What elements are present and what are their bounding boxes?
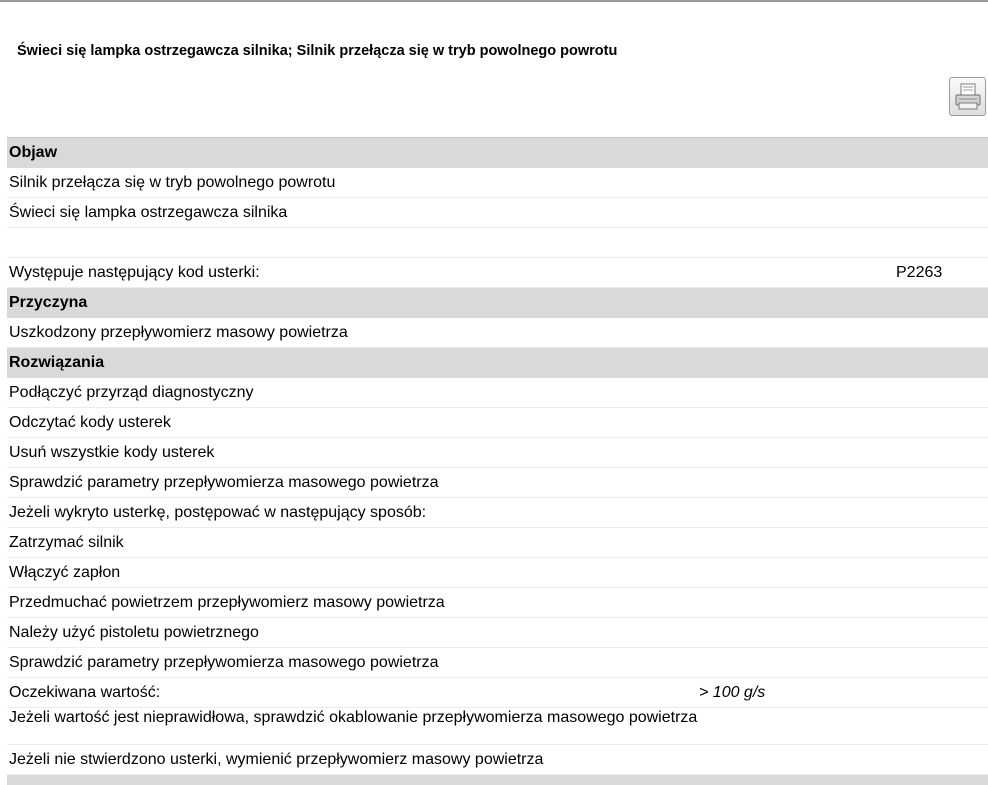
table-row (7, 618, 988, 648)
row-text: Jeżeli wartość jest nieprawidłowa, sprawdzić okablowanie przepływomierza masowego powietrza (9, 709, 698, 726)
row-text: Jeżeli nie stwierdzono usterki, wymienić przepływomierz masowy powietrza (9, 751, 544, 768)
table-row-wrapped (7, 708, 988, 745)
row-text: Uszkodzony przepływomierz masowy powietrza (9, 324, 348, 341)
table-row (7, 648, 988, 678)
expected-value-row (7, 678, 988, 708)
next-section-header (7, 775, 988, 785)
fault-code-label: Występuje następujący kod usterki: (9, 264, 260, 281)
row-text: Sprawdzić parametry przepływomierza masowego powietrza (9, 474, 439, 491)
table-row-empty (7, 228, 988, 258)
table-row (7, 745, 988, 775)
table-row (7, 558, 988, 588)
row-text: Podłączyć przyrząd diagnostyczny (9, 384, 254, 401)
table-row (7, 408, 988, 438)
section-header-cause (7, 288, 988, 318)
section-header-solutions (7, 348, 988, 378)
row-text: Odczytać kody usterek (9, 414, 171, 431)
expected-value-label: Oczekiwana wartość: (9, 684, 161, 701)
row-text: Świeci się lampka ostrzegawcza silnika (9, 204, 288, 221)
row-text: Zatrzymać silnik (9, 534, 124, 551)
row-text: Jeżeli wykryto usterkę, postępować w następujący sposób: (9, 504, 427, 521)
printer-icon (955, 83, 981, 111)
row-text: Należy użyć pistoletu powietrznego (9, 624, 259, 641)
print-button[interactable] (949, 77, 986, 116)
row-text: Sprawdzić parametry przepływomierza masowego powietrza (9, 654, 439, 671)
fault-code-value: P2263 (896, 264, 943, 281)
section-header-symptom (7, 138, 988, 168)
table-row (7, 438, 988, 468)
row-text: Usuń wszystkie kody usterek (9, 444, 215, 461)
fault-code-row (7, 258, 988, 288)
table-row (7, 468, 988, 498)
table-row (7, 498, 988, 528)
expected-value: > 100 g/s (699, 684, 766, 701)
table-row (7, 168, 988, 198)
table-row (7, 318, 988, 348)
table-row (7, 528, 988, 558)
page-title: Świeci się lampka ostrzegawcza silnika; Silnik przełącza się w tryb powolnego powrotu (17, 43, 618, 59)
window-top-border (0, 0, 988, 2)
row-text: Włączyć zapłon (9, 564, 121, 581)
row-text: Przedmuchać powietrzem przepływomierz masowy powietrza (9, 594, 445, 611)
section-title: Rozwiązania (9, 354, 105, 371)
table-row (7, 198, 988, 228)
section-title: Przyczyna (9, 294, 88, 311)
row-text: Silnik przełącza się w tryb powolnego powrotu (9, 174, 336, 191)
section-title: Objaw (9, 144, 58, 161)
diagnostic-table (7, 137, 988, 785)
table-row (7, 588, 988, 618)
table-row (7, 378, 988, 408)
